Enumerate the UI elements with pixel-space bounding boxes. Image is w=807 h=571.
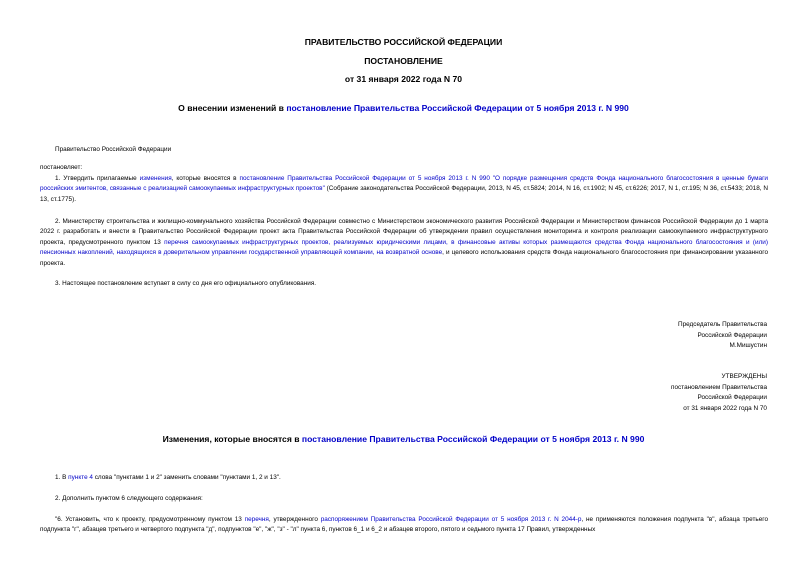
link-list[interactable]: перечня: [244, 516, 269, 523]
paragraph-3: 3. Настоящее постановление вступает в силу со дня его официального опубликования.: [55, 280, 317, 287]
signature-role-2: Российской Федерации: [697, 331, 767, 339]
change-3: [40, 515, 768, 536]
p2-text-1: 2. Министерству строительства и жилищно-коммунального хозяйства Российской Федерации совместно с Министерством экономического развития Российской Федерации и Министерством финансов Российской Федерации до 1 марта 2022 г. разработать и внести в Правительство Российской Федерации проект акта Правительства Российской Федерации об утверждении правил осуществления мониторинга и контроля реализации самоокупаемого инфраструктурного проекта, предусмотренного пунктом 13: [40, 218, 768, 246]
government-name: ПРАВИТЕЛЬСТВО РОССИЙСКОЙ ФЕДЕРАЦИИ: [304, 37, 503, 47]
document-title: [0, 103, 807, 113]
link-resolution-990-full[interactable]: постановление Правительства Российской Федерации от 5 ноября 2013 г. N 990 "О порядке размещения средств Фонда национального благосостояния в ценные бумаги российских эмитентов, связанные с реализацией самоокупаемых инфраструктурных проектов": [40, 175, 768, 193]
p2-text-2: , и целевого использования средств Фонда национального благосостояния при финансировании указанного проекта.: [40, 249, 768, 267]
approved-line-1: УТВЕРЖДЕНЫ: [721, 373, 767, 380]
c1-text-1: 1. В: [55, 474, 69, 481]
document-type: ПОСТАНОВЛЕНИЕ: [364, 56, 443, 66]
approved-line-4: от 31 января 2022 года N 70: [683, 404, 767, 412]
c3-text-3: , не применяются положения подпункта "в", абзаца третьего подпункта "г", абзацев третьего и четвертого подпункта "д", подпунктов "е", "ж", "з" - "л" пункта 6, пунктов 6_1 и 6_2 и абзацев второго, пятого и седьмого пункта 17 Правил, утвержденных: [40, 516, 768, 534]
signature-block: [678, 320, 767, 352]
link-projects-list[interactable]: перечня самоокупаемых инфраструктурных проектов, реализуемых юридическими лицами, в финансовые активы которых размещаются средства Фонда национального благосостояния и (или) пенсионных накоплений, находящихся в доверительном управлении государственной управляющей компании, на возвратной основе: [40, 238, 768, 257]
title-prefix: О внесении изменений в: [178, 103, 287, 113]
change-2: 2. Дополнить пунктом 6 следующего содержания:: [55, 495, 203, 502]
p1-text-1: 1. Утвердить прилагаемые: [55, 175, 140, 182]
approved-line-2: постановлением Правительства: [671, 383, 767, 391]
change-1: [55, 473, 281, 483]
c3-text-1: "6. Установить, что к проекту, предусмотренному пунктом 13: [55, 516, 245, 523]
c3-text-2: , утвержденного: [268, 516, 321, 523]
approved-line-3: Российской Федерации: [697, 394, 767, 401]
document-date-number: от 31 января 2022 года N 70: [344, 74, 463, 84]
p1-text-3: (Собрание законодательства Российской Федерации, 2013, N 45, ст.5824; 2014, N 16, ст.1902; N 45, ст.6226; 2017, N 1, ст.195; N 36, ст.5433; 2018, N 13, ст.1775).: [40, 185, 768, 203]
c1-text-2: слова "пунктами 1 и 2" заменить словами "пунктами 1, 2 и 13".: [92, 474, 281, 481]
signature-role-1: Председатель Правительства: [678, 321, 767, 328]
p1-text-2: , которые вносятся в: [171, 175, 240, 182]
paragraph-2: [40, 217, 768, 269]
changes-title-link[interactable]: постановление Правительства Российской Федерации от 5 ноября 2013 г. N 990: [301, 434, 645, 444]
changes-title-prefix: Изменения, которые вносятся в: [162, 434, 302, 444]
paragraph-1: [40, 174, 768, 205]
intro-decrees: постановляет:: [40, 164, 83, 171]
signature-name: М.Мишустин: [729, 342, 767, 349]
approved-block: [671, 372, 767, 414]
changes-title: [0, 434, 807, 444]
title-link-resolution-990[interactable]: постановление Правительства Российской Федерации от 5 ноября 2013 г. N 990: [286, 103, 629, 113]
link-order-2044[interactable]: распоряжением Правительства Российской Федерации от 5 ноября 2013 г. N 2044-р: [320, 516, 582, 523]
intro-government: Правительство Российской Федерации: [55, 146, 172, 153]
link-point-4[interactable]: пункте 4: [68, 474, 93, 481]
link-changes[interactable]: изменения: [139, 175, 172, 182]
